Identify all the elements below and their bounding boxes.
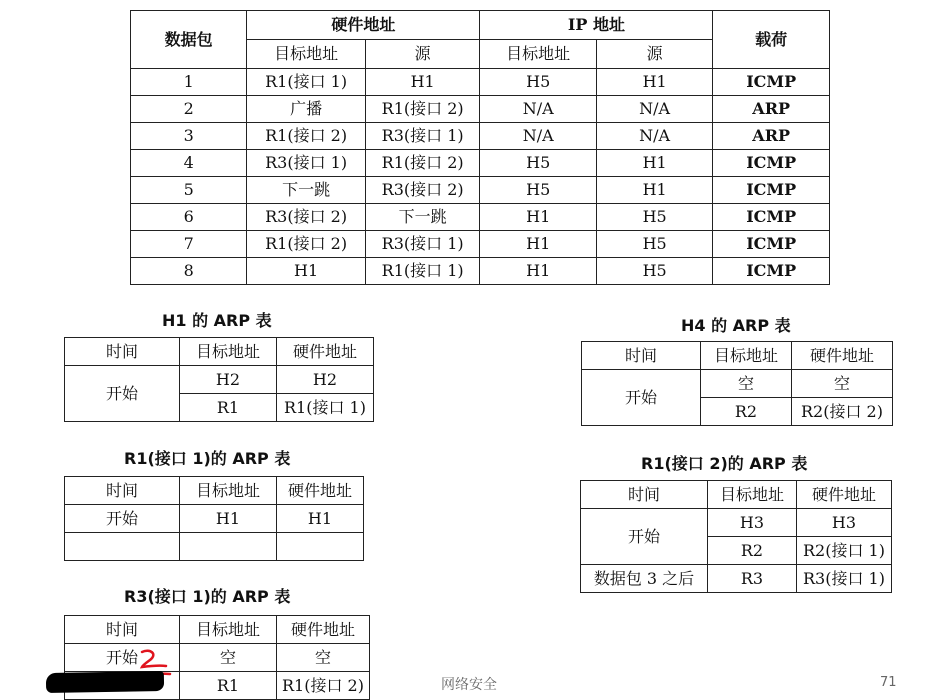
arp-dest: R2: [708, 537, 797, 565]
table-row: [65, 366, 374, 394]
table-row: [582, 370, 893, 398]
arp-dest: H1: [180, 505, 277, 533]
payload: ICMP: [713, 150, 830, 177]
ip-src: H1: [596, 177, 712, 204]
redaction-scribble: [46, 671, 164, 693]
arp-hw: R1(接口 1): [277, 394, 374, 422]
packet-no: 8: [131, 258, 247, 285]
arp-hw: 空: [277, 644, 370, 672]
packet-no: 3: [131, 123, 247, 150]
packet-table: [130, 10, 830, 285]
empty-cell: [65, 533, 180, 561]
arp-dest: R1: [180, 672, 277, 700]
ip-src: H1: [596, 150, 712, 177]
arp-dest: 空: [701, 370, 792, 398]
hw-src: R3(接口 2): [365, 177, 480, 204]
hw-dest: R3(接口 1): [247, 150, 366, 177]
table-row: [131, 96, 830, 123]
payload: ICMP: [713, 69, 830, 96]
packet-no: 1: [131, 69, 247, 96]
payload: ICMP: [713, 231, 830, 258]
header-hardware-address: 硬件地址: [247, 11, 480, 40]
packet-no: 4: [131, 150, 247, 177]
header-ip-dest: 目标地址: [480, 40, 596, 69]
empty-cell: [277, 533, 364, 561]
arp-time: 开始: [581, 509, 708, 565]
arp-time: 开始: [65, 366, 180, 422]
col-dest: 目标地址: [708, 481, 797, 509]
arp-hw: R1(接口 2): [277, 672, 370, 700]
table-row: [131, 204, 830, 231]
r1i1-arp-title: R1(接口 1)的 ARP 表: [124, 449, 291, 468]
col-time: 时间: [65, 477, 180, 505]
payload: ICMP: [713, 177, 830, 204]
header-hw-dest: 目标地址: [247, 40, 366, 69]
ip-dest: H1: [480, 204, 596, 231]
ip-src: H5: [596, 258, 712, 285]
header-hw-src: 源: [365, 40, 480, 69]
col-time: 时间: [65, 616, 180, 644]
payload: ICMP: [713, 204, 830, 231]
packet-no: 6: [131, 204, 247, 231]
ip-src: N/A: [596, 123, 712, 150]
table-row: [131, 177, 830, 204]
hw-src: R1(接口 2): [365, 96, 480, 123]
arp-dest: 空: [180, 644, 277, 672]
ip-src: H5: [596, 231, 712, 258]
hw-dest: 下一跳: [247, 177, 366, 204]
table-row: [131, 123, 830, 150]
col-time: 时间: [582, 342, 701, 370]
h4-arp-table: [581, 341, 893, 426]
ip-dest: H1: [480, 231, 596, 258]
hw-dest: R1(接口 2): [247, 231, 366, 258]
table-row: [65, 505, 364, 533]
page-number: 71: [880, 675, 897, 690]
ip-dest: H5: [480, 150, 596, 177]
hw-src: H1: [365, 69, 480, 96]
r1i1-arp-table: [64, 476, 364, 561]
ip-src: H1: [596, 69, 712, 96]
arp-dest: H3: [708, 509, 797, 537]
arp-hw: H3: [797, 509, 892, 537]
arp-dest: H2: [180, 366, 277, 394]
col-dest: 目标地址: [180, 338, 277, 366]
footer-title: 网络安全: [441, 677, 497, 693]
hw-src: R1(接口 2): [365, 150, 480, 177]
col-hw: 硬件地址: [797, 481, 892, 509]
table-row: [65, 533, 364, 561]
h1-arp-table: [64, 337, 374, 422]
hw-dest: 广播: [247, 96, 366, 123]
hw-dest: R1(接口 2): [247, 123, 366, 150]
ip-dest: N/A: [480, 96, 596, 123]
arp-hw: R3(接口 1): [797, 565, 892, 593]
header-payload: 载荷: [713, 11, 830, 69]
col-dest: 目标地址: [180, 477, 277, 505]
table-row: [131, 231, 830, 258]
packet-no: 7: [131, 231, 247, 258]
ip-src: N/A: [596, 96, 712, 123]
payload: ICMP: [713, 258, 830, 285]
hw-src: R3(接口 1): [365, 231, 480, 258]
col-time: 时间: [581, 481, 708, 509]
hw-dest: R3(接口 2): [247, 204, 366, 231]
header-ip-src: 源: [596, 40, 712, 69]
h4-arp-title: H4 的 ARP 表: [681, 316, 791, 335]
packet-no: 5: [131, 177, 247, 204]
empty-cell: [180, 533, 277, 561]
col-dest: 目标地址: [701, 342, 792, 370]
hw-src: R1(接口 1): [365, 258, 480, 285]
col-hw: 硬件地址: [277, 616, 370, 644]
hw-src: 下一跳: [365, 204, 480, 231]
arp-hw: H2: [277, 366, 374, 394]
col-time: 时间: [65, 338, 180, 366]
table-row: [131, 69, 830, 96]
table-row: [131, 258, 830, 285]
r1i2-arp-table: [580, 480, 892, 593]
arp-dest: R2: [701, 398, 792, 426]
arp-time: 数据包 3 之后: [581, 565, 708, 593]
col-dest: 目标地址: [180, 616, 277, 644]
packet-no: 2: [131, 96, 247, 123]
hw-dest: R1(接口 1): [247, 69, 366, 96]
col-hw: 硬件地址: [277, 477, 364, 505]
ip-dest: H1: [480, 258, 596, 285]
ip-src: H5: [596, 204, 712, 231]
payload: ARP: [713, 96, 830, 123]
r3i1-arp-title: R3(接口 1)的 ARP 表: [124, 587, 291, 606]
arp-time: 开始: [582, 370, 701, 426]
arp-time: 开始: [65, 644, 180, 672]
payload: ARP: [713, 123, 830, 150]
ip-dest: H5: [480, 177, 596, 204]
hw-src: R3(接口 1): [365, 123, 480, 150]
header-ip-address: IP 地址: [480, 11, 713, 40]
arp-dest: R3: [708, 565, 797, 593]
arp-time: 开始: [65, 505, 180, 533]
table-row: [581, 509, 892, 537]
arp-hw: H1: [277, 505, 364, 533]
col-hw: 硬件地址: [277, 338, 374, 366]
ip-dest: N/A: [480, 123, 596, 150]
table-row: [65, 644, 370, 672]
arp-hw: R2(接口 2): [792, 398, 893, 426]
arp-hw: R2(接口 1): [797, 537, 892, 565]
header-packet: 数据包: [131, 11, 247, 69]
arp-hw: 空: [792, 370, 893, 398]
h1-arp-title: H1 的 ARP 表: [162, 311, 272, 330]
r1i2-arp-title: R1(接口 2)的 ARP 表: [641, 454, 808, 473]
hw-dest: H1: [247, 258, 366, 285]
table-row: [131, 150, 830, 177]
arp-dest: R1: [180, 394, 277, 422]
col-hw: 硬件地址: [792, 342, 893, 370]
ip-dest: H5: [480, 69, 596, 96]
table-row: [581, 565, 892, 593]
